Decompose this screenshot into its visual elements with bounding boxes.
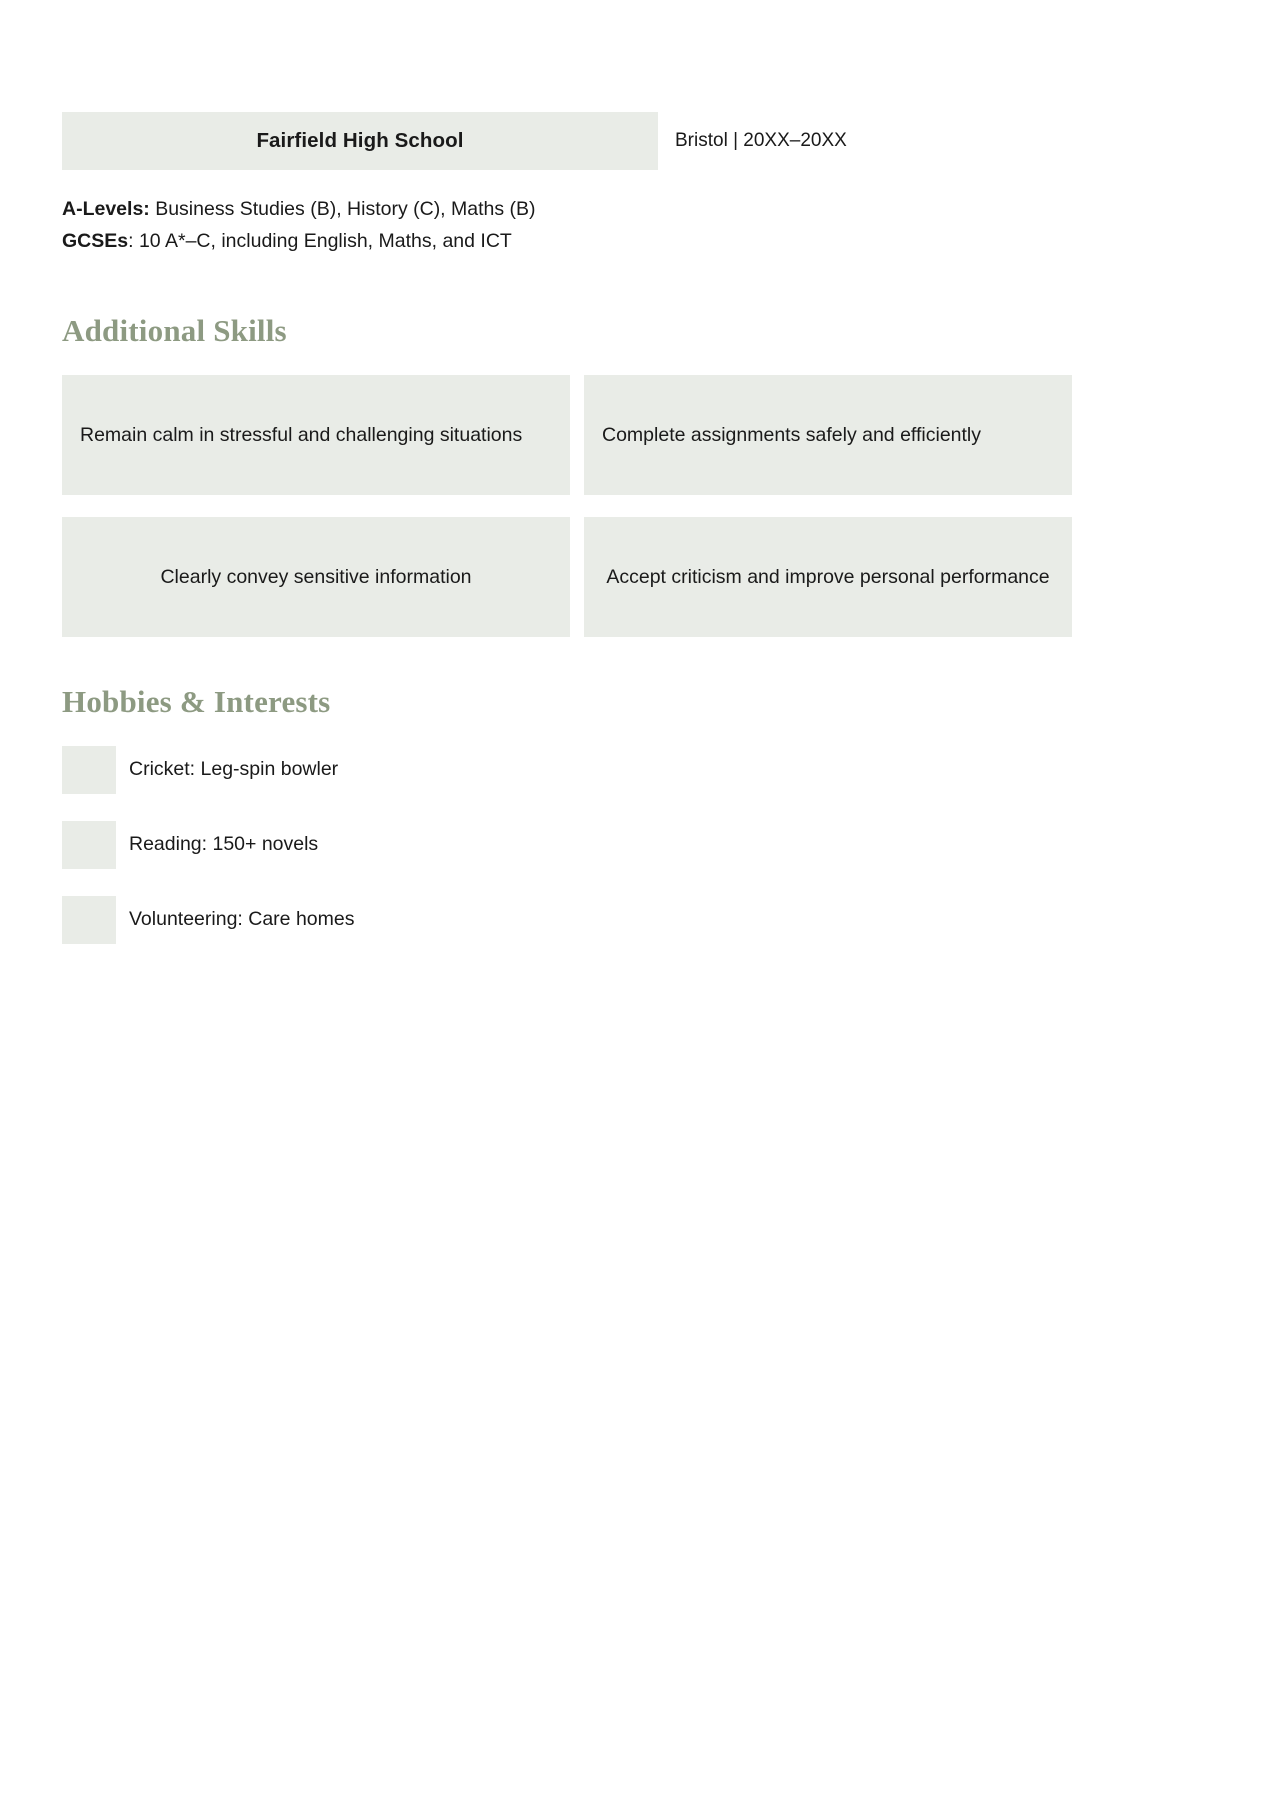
education-organization-box: [62, 112, 658, 170]
square-bullet-icon: [62, 896, 116, 944]
education-detail-text: : 10 A*–C, including English, Maths, and ICT: [128, 230, 512, 253]
skill-label: Remain calm in stressful and challenging situations: [80, 423, 523, 446]
hobbies-interests-section: [62, 684, 1062, 944]
hobby-label: Volunteering: Care homes: [129, 908, 355, 931]
education-detail-line: [62, 193, 1062, 225]
skill-box: [62, 375, 570, 495]
education-detail-line: [62, 225, 1062, 257]
education-entry: [62, 112, 1062, 257]
education-location-dates: Bristol | 20XX–20XX: [675, 130, 847, 151]
hobby-label: Reading: 150+ novels: [129, 833, 319, 856]
education-header-row: [62, 112, 1062, 170]
list-item: [62, 896, 1062, 944]
skill-label: Accept criticism and improve personal performance: [606, 565, 1050, 588]
skill-box: [62, 517, 570, 637]
education-detail-text: Business Studies (B), History (C), Maths (B): [149, 198, 536, 220]
list-item: [62, 746, 1062, 794]
additional-skills-section: [62, 313, 1062, 637]
hobby-label: Cricket: Leg-spin bowler: [129, 758, 339, 781]
square-bullet-icon: [62, 821, 116, 869]
list-item: [62, 821, 1062, 869]
skill-label: Complete assignments safely and efficiently: [602, 423, 982, 446]
skill-box: [584, 375, 1072, 495]
education-detail-label: GCSEs: [62, 230, 129, 253]
education-details: [62, 193, 1062, 257]
skills-grid: [62, 375, 1072, 637]
education-detail-label: A-Levels:: [62, 198, 150, 220]
additional-skills-heading: Additional Skills: [62, 313, 287, 349]
hobbies-interests-heading: Hobbies & Interests: [62, 684, 331, 720]
hobbies-list: [62, 746, 1062, 944]
square-bullet-icon: [62, 746, 116, 794]
skill-label: Clearly convey sensitive information: [160, 565, 472, 588]
education-organization-name: Fairfield High School: [256, 129, 464, 152]
skill-box: [584, 517, 1072, 637]
